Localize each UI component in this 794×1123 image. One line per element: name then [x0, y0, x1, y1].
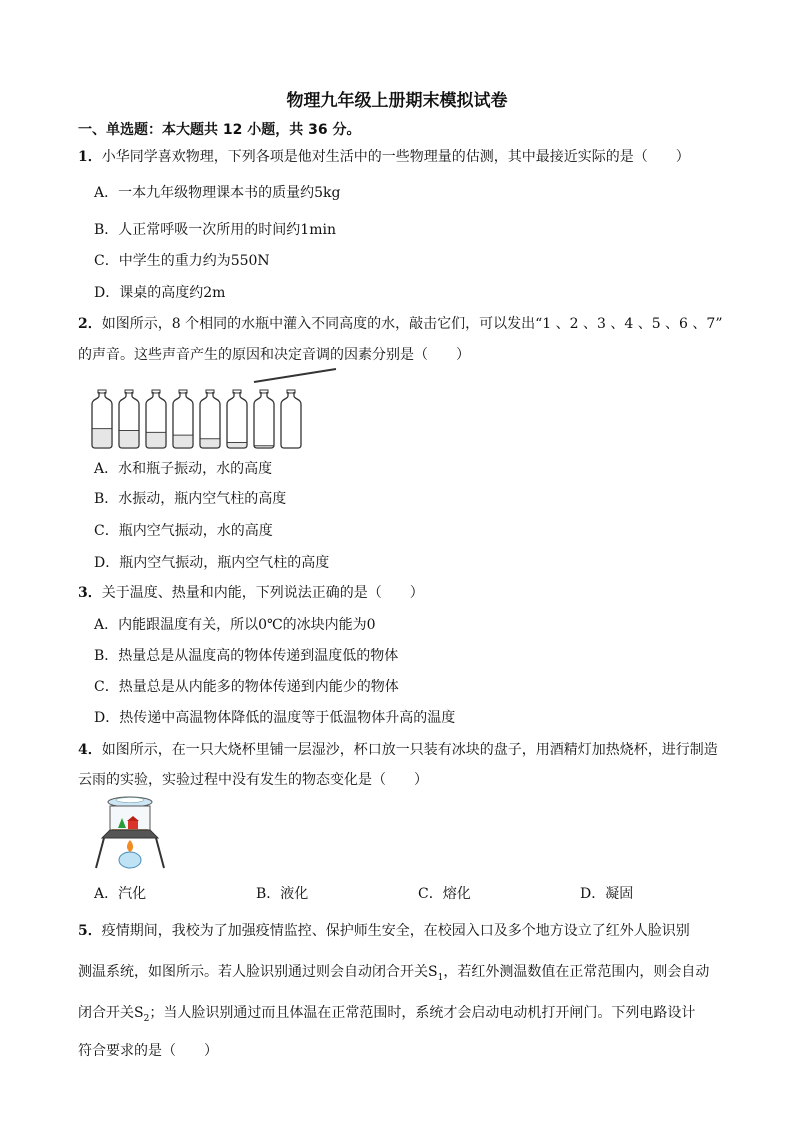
section-heading: 一、单选题：本大题共 12 小题，共 36 分。 [78, 122, 361, 138]
bottle [146, 390, 166, 448]
question-stem-line1: 如图所示，8 个相同的水瓶中灌入不同高度的水，敲击它们，可以发出“1 、2 、3 、4 、5 、6 、7” [101, 316, 723, 332]
question-2 [78, 313, 722, 333]
question-5-line3: 闭合开关$S_2$；当人脸识别通过而且体温在正常范围时，系统才会启动电动机打开闸门。下列电路设计 [78, 1005, 696, 1024]
question-number: 3． [78, 585, 102, 601]
question-1 [78, 146, 690, 166]
question-number: 1． [78, 149, 102, 165]
question-2-line2: 的声音。这些声音产生的原因和决定音调的因素分别是（ ） [78, 347, 470, 363]
q1-option-a: A．一本九年级物理课本书的质量约5kg [94, 185, 341, 201]
question-stem-line1: 如图所示，在一只大烧杯里铺一层湿沙，杯口放一只装有冰块的盘子，用酒精灯加热烧杯，进行制造 [101, 742, 718, 758]
house-icon [128, 821, 138, 829]
flame-icon [127, 840, 133, 852]
q2-option-d: D．瓶内空气振动，瓶内空气柱的高度 [94, 555, 330, 571]
bottle [173, 390, 193, 448]
bottle [281, 390, 301, 448]
q3-option-d: D．热传递中高温物体降低的温度等于低温物体升高的温度 [94, 710, 456, 726]
q1-option-d: D．课桌的高度约2m [94, 285, 226, 301]
question-stem: 关于温度、热量和内能，下列说法正确的是（ ） [101, 585, 424, 601]
q3-option-b: B．热量总是从温度高的物体传递到温度低的物体 [94, 648, 399, 664]
question-number: 5． [78, 923, 102, 939]
q2-option-a: A．水和瓶子振动，水的高度 [94, 461, 273, 477]
bottle [227, 390, 247, 448]
bottles-figure [88, 362, 348, 452]
striking-stick [254, 369, 336, 382]
question-3 [78, 582, 424, 602]
q4-option-a: A．汽化 [94, 886, 147, 902]
bottle [200, 390, 220, 448]
bottle [92, 390, 112, 448]
q2-option-c: C．瓶内空气振动，水的高度 [94, 523, 273, 539]
question-5-line2: 测温系统，如图所示。若人脸识别通过则会自动闭合开关$S_1$，若红外测温数值在正常范围内，则会自动 [78, 964, 710, 983]
cloud-rain-apparatus-figure [92, 794, 172, 874]
question-4-line2: 云雨的实验，实验过程中没有发生的物态变化是（ ） [78, 772, 428, 788]
question-4 [78, 739, 718, 759]
bottle [119, 390, 139, 448]
question-stem-line1: 疫情期间，我校为了加强疫情监控、保护师生安全，在校园入口及多个地方设立了红外人脸识别 [101, 923, 690, 939]
question-number: 2． [78, 316, 102, 332]
question-5-line4: 符合要求的是（ ） [78, 1043, 218, 1059]
q4-option-b: B．液化 [256, 886, 309, 902]
q4-option-c: C．熔化 [418, 886, 471, 902]
q3-option-c: C．热量总是从内能多的物体传递到内能少的物体 [94, 679, 399, 695]
q4-option-d: D．凝固 [580, 886, 634, 902]
bottle [254, 390, 274, 448]
question-number: 4． [78, 742, 102, 758]
page-title: 物理九年级上册期末模拟试卷 [286, 91, 508, 111]
q2-option-b: B．水振动，瓶内空气柱的高度 [94, 491, 287, 507]
alcohol-lamp [119, 852, 141, 868]
question-stem: 小华同学喜欢物理，下列各项是他对生活中的一些物理量的估测，其中最接近实际的是（ ） [101, 149, 690, 165]
q1-option-c: C．中学生的重力约为550N [94, 253, 270, 269]
question-5 [78, 920, 690, 940]
q3-option-a: A．内能跟温度有关，所以0℃的冰块内能为0 [94, 617, 376, 633]
q1-option-b: B．人正常呼吸一次所用的时间约1min [94, 222, 336, 238]
tripod-stand [102, 830, 158, 838]
